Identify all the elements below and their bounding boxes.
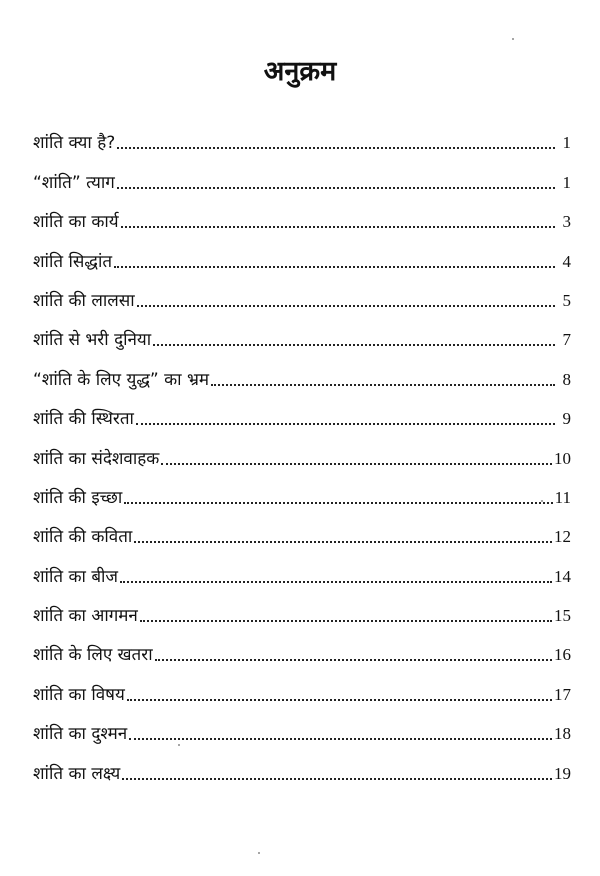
toc-entry-page: 12: [554, 527, 571, 547]
toc-entry-page: 14: [554, 566, 571, 586]
toc-entry-label: शांति की इच्छा: [33, 487, 123, 508]
toc-entry-page: 5: [562, 290, 571, 310]
toc-entry-page: 11: [554, 487, 571, 507]
dot-leader: [211, 384, 555, 386]
scan-speck: [258, 852, 260, 854]
toc-entry: [33, 352, 571, 391]
toc-entry: [33, 628, 571, 667]
dot-leader: [136, 423, 555, 425]
dot-leader: [155, 659, 552, 661]
toc-entry: [33, 392, 571, 431]
dot-leader: [134, 541, 552, 543]
dot-leader: [127, 699, 552, 701]
toc-entry-label: शांति का दुश्मन: [33, 724, 128, 745]
scan-speck: [178, 744, 180, 746]
toc-entry-label: “शांति” त्याग: [33, 172, 115, 193]
dot-leader: [129, 738, 552, 740]
toc-entry-page: 17: [554, 684, 571, 704]
toc-entry: [33, 155, 571, 194]
toc-entry-page: 1: [562, 133, 571, 153]
toc-entry-page: 18: [554, 724, 571, 744]
scan-speck: [512, 38, 514, 40]
dot-leader: [114, 266, 555, 268]
toc-entry-page: 19: [554, 763, 571, 783]
toc-entry-label: शांति सिद्धांत: [33, 251, 113, 272]
dot-leader: [117, 147, 555, 149]
toc-entry-label: शांति से भरी दुनिया: [33, 330, 152, 351]
toc-entry-label: शांति की कविता: [33, 527, 133, 548]
toc-entry-page: 8: [562, 369, 571, 389]
toc-entry-label: शांति का आगमन: [33, 606, 138, 627]
toc-entry: [33, 549, 571, 588]
toc-entry-page: 15: [554, 606, 571, 626]
table-of-contents: [33, 116, 571, 786]
toc-entry: [33, 313, 571, 352]
toc-entry: [33, 234, 571, 273]
toc-entry: [33, 589, 571, 628]
toc-entry: [33, 116, 571, 155]
toc-entry: [33, 195, 571, 234]
toc-entry-label: शांति की स्थिरता: [33, 409, 134, 430]
toc-entry-label: शांति का विषय: [33, 684, 125, 705]
toc-entry-page: 1: [562, 172, 571, 192]
toc-entry-page: 4: [562, 251, 571, 271]
dot-leader: [137, 305, 555, 307]
page-title: अनुक्रम: [263, 56, 337, 87]
dot-leader: [120, 581, 552, 583]
toc-entry-label: शांति का बीज: [33, 566, 119, 587]
toc-entry-page: 7: [562, 330, 571, 350]
dot-leader: [161, 463, 552, 465]
toc-entry: [33, 431, 571, 470]
dot-leader: [122, 778, 552, 780]
dot-leader: [121, 226, 555, 228]
toc-entry-page: 10: [554, 448, 571, 468]
toc-entry-label: शांति क्या है?: [33, 133, 116, 154]
toc-entry-label: शांति का लक्ष्य: [33, 763, 121, 784]
toc-entry-label: शांति के लिए खतरा: [33, 645, 153, 666]
dot-leader: [124, 502, 552, 504]
toc-entry-label: “शांति के लिए युद्ध” का भ्रम: [33, 369, 210, 390]
toc-entry-label: शांति की लालसा: [33, 290, 135, 311]
toc-entry: [33, 746, 571, 785]
toc-entry-label: शांति का संदेशवाहक: [33, 448, 160, 469]
dot-leader: [153, 344, 555, 346]
toc-entry-page: 3: [562, 212, 571, 232]
toc-entry: [33, 667, 571, 706]
toc-entry-label: शांति का कार्य: [33, 212, 119, 233]
dot-leader: [140, 620, 552, 622]
toc-entry-page: 9: [562, 409, 571, 429]
toc-entry: [33, 510, 571, 549]
scan-speck: [541, 500, 543, 502]
toc-entry-page: 16: [554, 645, 571, 665]
toc-entry: [33, 471, 571, 510]
dot-leader: [117, 187, 555, 189]
toc-entry: [33, 707, 571, 746]
toc-entry: [33, 274, 571, 313]
